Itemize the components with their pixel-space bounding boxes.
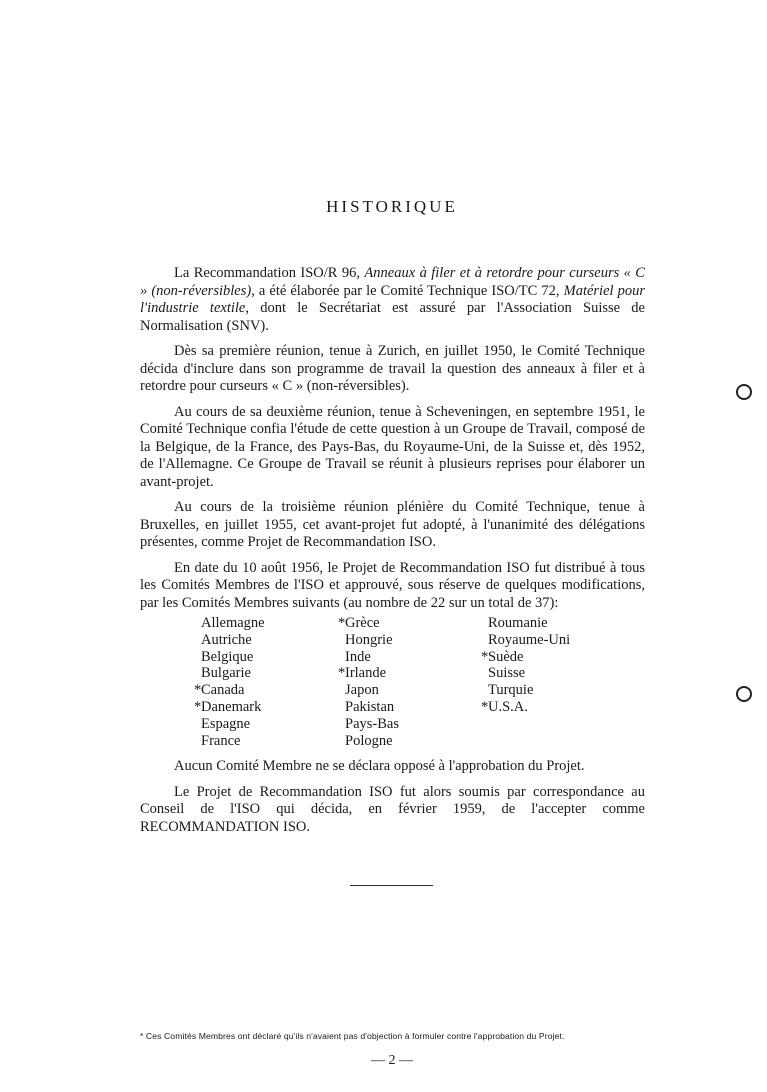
country-name: Inde	[345, 648, 371, 665]
paragraph-distribution: En date du 10 août 1956, le Projet de Recommandation ISO fut distribué à tous les Comités Membres de l'ISO et approuvé, sous réserve de quelques modifications, par les Comités Membres suivants (au nombre de 22 sur un total de 37):	[140, 559, 645, 611]
country-name: Roumanie	[488, 615, 548, 631]
member-country	[338, 699, 399, 716]
country-name: Suisse	[488, 665, 526, 682]
member-country	[194, 699, 265, 716]
italic-title-segment: Matériel pour l'industrie textile,	[140, 282, 646, 316]
binder-hole-icon	[736, 686, 752, 702]
country-name: Japon	[345, 682, 379, 699]
member-country	[481, 649, 570, 666]
member-country	[481, 699, 570, 716]
asterisk-mark: *	[194, 698, 202, 715]
asterisk-mark: *	[481, 648, 489, 665]
member-country	[338, 649, 399, 666]
paragraph-third-meeting: Au cours de la troisième réunion plénière du Comité Technique, tenue à Bruxelles, en juillet 1955, cet avant-projet fut adopté, à l'unanimité des délégations présentes, comme Projet de Recommandation ISO.	[140, 499, 645, 550]
page-title: HISTORIQUE	[326, 197, 458, 216]
country-name: Hongrie	[345, 631, 393, 648]
country-name: Pakistan	[345, 698, 395, 715]
text-segment: , a été élaborée par le Comité Technique ISO/TC 72,	[251, 282, 564, 299]
asterisk-mark: *	[481, 698, 489, 715]
country-name: Danemark	[201, 698, 262, 715]
country-name: Suède	[488, 648, 524, 665]
paragraph-first-meeting: Dès sa première réunion, tenue à Zurich, en juillet 1950, le Comité Technique décida d'inclure dans son programme de travail la question des anneaux à filer et à retordre pour curseurs « C » (non-réversibles).	[140, 343, 645, 394]
asterisk-mark: *	[338, 615, 346, 631]
page-number: — 2 —	[371, 1053, 413, 1068]
member-country	[338, 682, 399, 699]
member-column-3	[481, 615, 570, 716]
binder-hole-icon	[736, 384, 752, 400]
asterisk-mark: *	[338, 665, 346, 682]
country-name: Allemagne	[201, 615, 265, 631]
member-country	[194, 649, 265, 666]
member-country	[194, 716, 265, 733]
member-country	[481, 632, 570, 649]
country-name: Espagne	[201, 715, 251, 732]
asterisk-mark: *	[194, 682, 202, 699]
member-country	[338, 716, 399, 733]
country-name: Grèce	[345, 615, 380, 631]
footnote: * Ces Comités Membres ont déclaré qu'ils n'avaient pas d'objection à formuler contre l'approbation du Projet.	[140, 1031, 565, 1041]
member-country	[194, 615, 265, 632]
country-name: Pays-Bas	[345, 715, 399, 732]
member-country	[338, 615, 399, 632]
country-name: Royaume-Uni	[488, 631, 571, 648]
member-country	[194, 682, 265, 699]
member-country	[481, 665, 570, 682]
country-name: France	[201, 732, 241, 749]
member-country	[338, 632, 399, 649]
historique-body	[140, 265, 645, 844]
paragraph-origin	[140, 265, 645, 335]
text-segment: La Recommandation ISO/R 96,	[174, 265, 365, 281]
italic-title-segment: Anneaux à filer et à retordre pour curseurs « C » (non-réversibles)	[140, 265, 645, 299]
country-name: U.S.A.	[488, 698, 528, 715]
member-country	[194, 665, 265, 682]
member-list	[140, 615, 645, 749]
paragraph-council-decision: Le Projet de Recommandation ISO fut alors soumis par correspondance au Conseil de l'ISO qui décida, en février 1959, de l'accepter comme RECOMMANDATION ISO.	[140, 783, 645, 835]
separator-rule	[350, 885, 433, 886]
member-column-2	[338, 615, 399, 749]
member-country	[194, 632, 265, 649]
paragraph-second-meeting: Au cours de sa deuxième réunion, tenue à Scheveningen, en septembre 1951, le Comité Technique confia l'étude de cette question à un Groupe de Travail, composé de la Belgique, de la France, des Pays-Bas, du Royaume-Uni, de la Suisse et, dès 1952, de l'Allemagne. Ce Groupe de Travail se réunit à plusieurs reprises pour élaborer un avant-projet.	[140, 403, 645, 490]
text-segment: dont le Secrétariat est assuré par l'Association Suisse de Normalisation (SNV).	[140, 300, 645, 334]
country-name: Autriche	[201, 631, 252, 648]
country-name: Bulgarie	[201, 665, 251, 682]
member-country	[481, 682, 570, 699]
member-country	[481, 615, 570, 632]
country-name: Belgique	[201, 648, 254, 665]
country-name: Irlande	[345, 665, 387, 682]
country-name: Turquie	[488, 682, 534, 699]
member-country	[194, 733, 265, 750]
paragraph-no-opposition: Aucun Comité Membre ne se déclara opposé à l'approbation du Projet.	[174, 758, 585, 774]
country-name: Pologne	[345, 732, 393, 749]
member-column-1	[194, 615, 265, 749]
member-country	[338, 733, 399, 750]
country-name: Canada	[201, 682, 245, 699]
member-country	[338, 665, 399, 682]
